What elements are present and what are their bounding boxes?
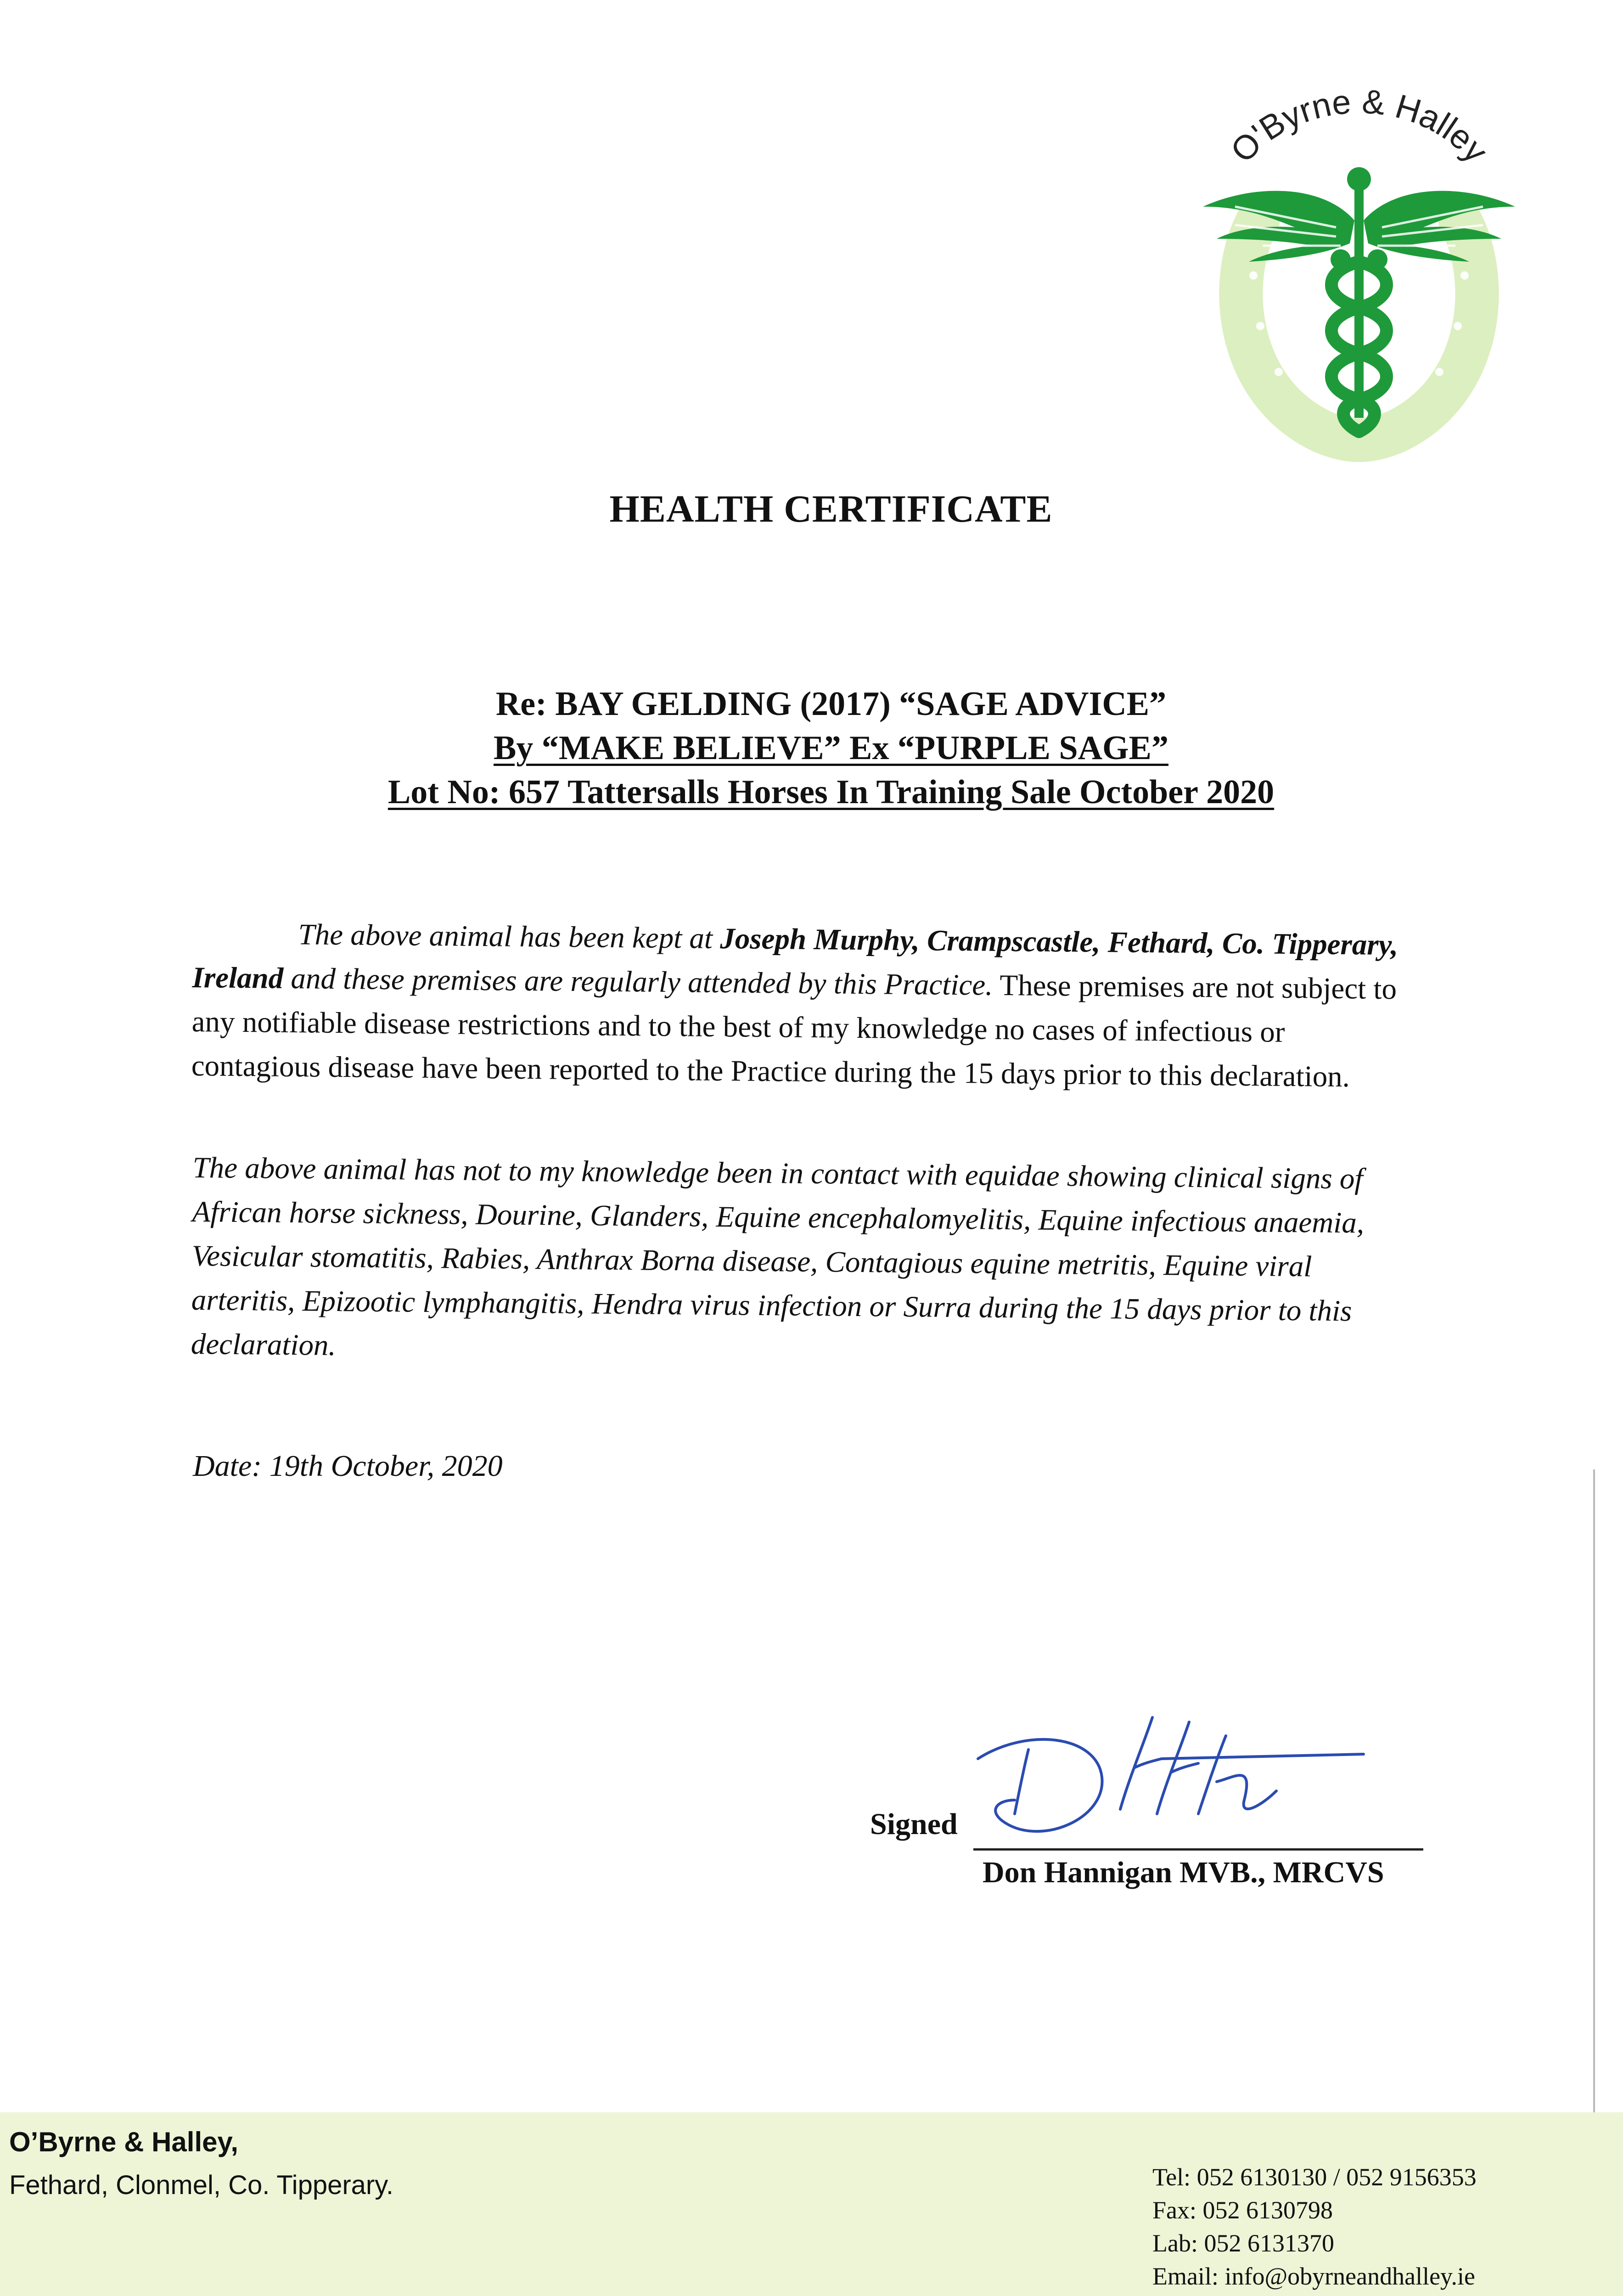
premises-attended: and these premises are regularly attended by this Practice. [283, 962, 993, 1002]
reference-pedigree: By “MAKE BELIEVE” Ex “PURPLE SAGE” [494, 729, 1168, 767]
footer-email: Email: info@obyrneandhalley.ie [1152, 2262, 1476, 2290]
signature-line [973, 1848, 1423, 1851]
signed-label: Signed [870, 1807, 958, 1841]
reference-horse: Re: BAY GELDING (2017) “SAGE ADVICE” [495, 685, 1167, 723]
premises-paragraph [191, 912, 1405, 1099]
footer-company-name: O’Byrne & Halley, [9, 2127, 239, 2157]
footer-address: Fethard, Clonmel, Co. Tipperary. [9, 2170, 394, 2200]
footer-contact-block [1152, 2161, 1477, 2293]
footer-lab: Lab: 052 6131370 [1152, 2229, 1334, 2257]
reference-lot: Lot No: 657 Tattersalls Horses In Training Sale October 2020 [387, 773, 1275, 811]
logo-lettering: O'Byrne & Halley [1223, 82, 1496, 170]
reference-block [0, 682, 1623, 814]
premises-intro: The above animal has been kept at [298, 918, 720, 956]
footer-tel: Tel: 052 6130130 / 052 9156353 [1152, 2163, 1477, 2191]
scan-edge-line [1593, 1469, 1595, 2177]
premises-disease-statement: These premises are not subject to any notifiable disease restrictions and to the best of my knowledge no cases of infectious or contagious disease have been reported to the Practice during the 15 days prior to this declaration. [191, 968, 1397, 1094]
premises-location: Joseph Murphy, Crampscastle, Fethard, Co. Tipperary, Ireland [192, 922, 1398, 995]
declaration-date: Date: 19th October, 2020 [193, 1449, 503, 1483]
caduceus-horseshoe-icon [1185, 69, 1533, 464]
certificate-title: HEALTH CERTIFICATE [609, 488, 1053, 530]
handwritten-signature [960, 1708, 1373, 1846]
signer-name: Don Hannigan MVB., MRCVS [983, 1856, 1384, 1889]
contact-declaration-paragraph: The above animal has not to my knowledge been in contact with equidae showing clinical signs of African horse sickness, Dourine, Glanders, Equine encephalomyelitis, Equine infectious anaemia, Vesicular stomatitis, Rabies, Anthrax Borna disease, Contagious equine metritis, Equine viral arteritis, Epizootic lymphangitis, Hendra virus infection or Surra during the 15 days prior to this declaration. [191, 1151, 1365, 1362]
footer-fax: Fax: 052 6130798 [1152, 2196, 1333, 2224]
obyrne-halley-logo [1185, 69, 1533, 464]
